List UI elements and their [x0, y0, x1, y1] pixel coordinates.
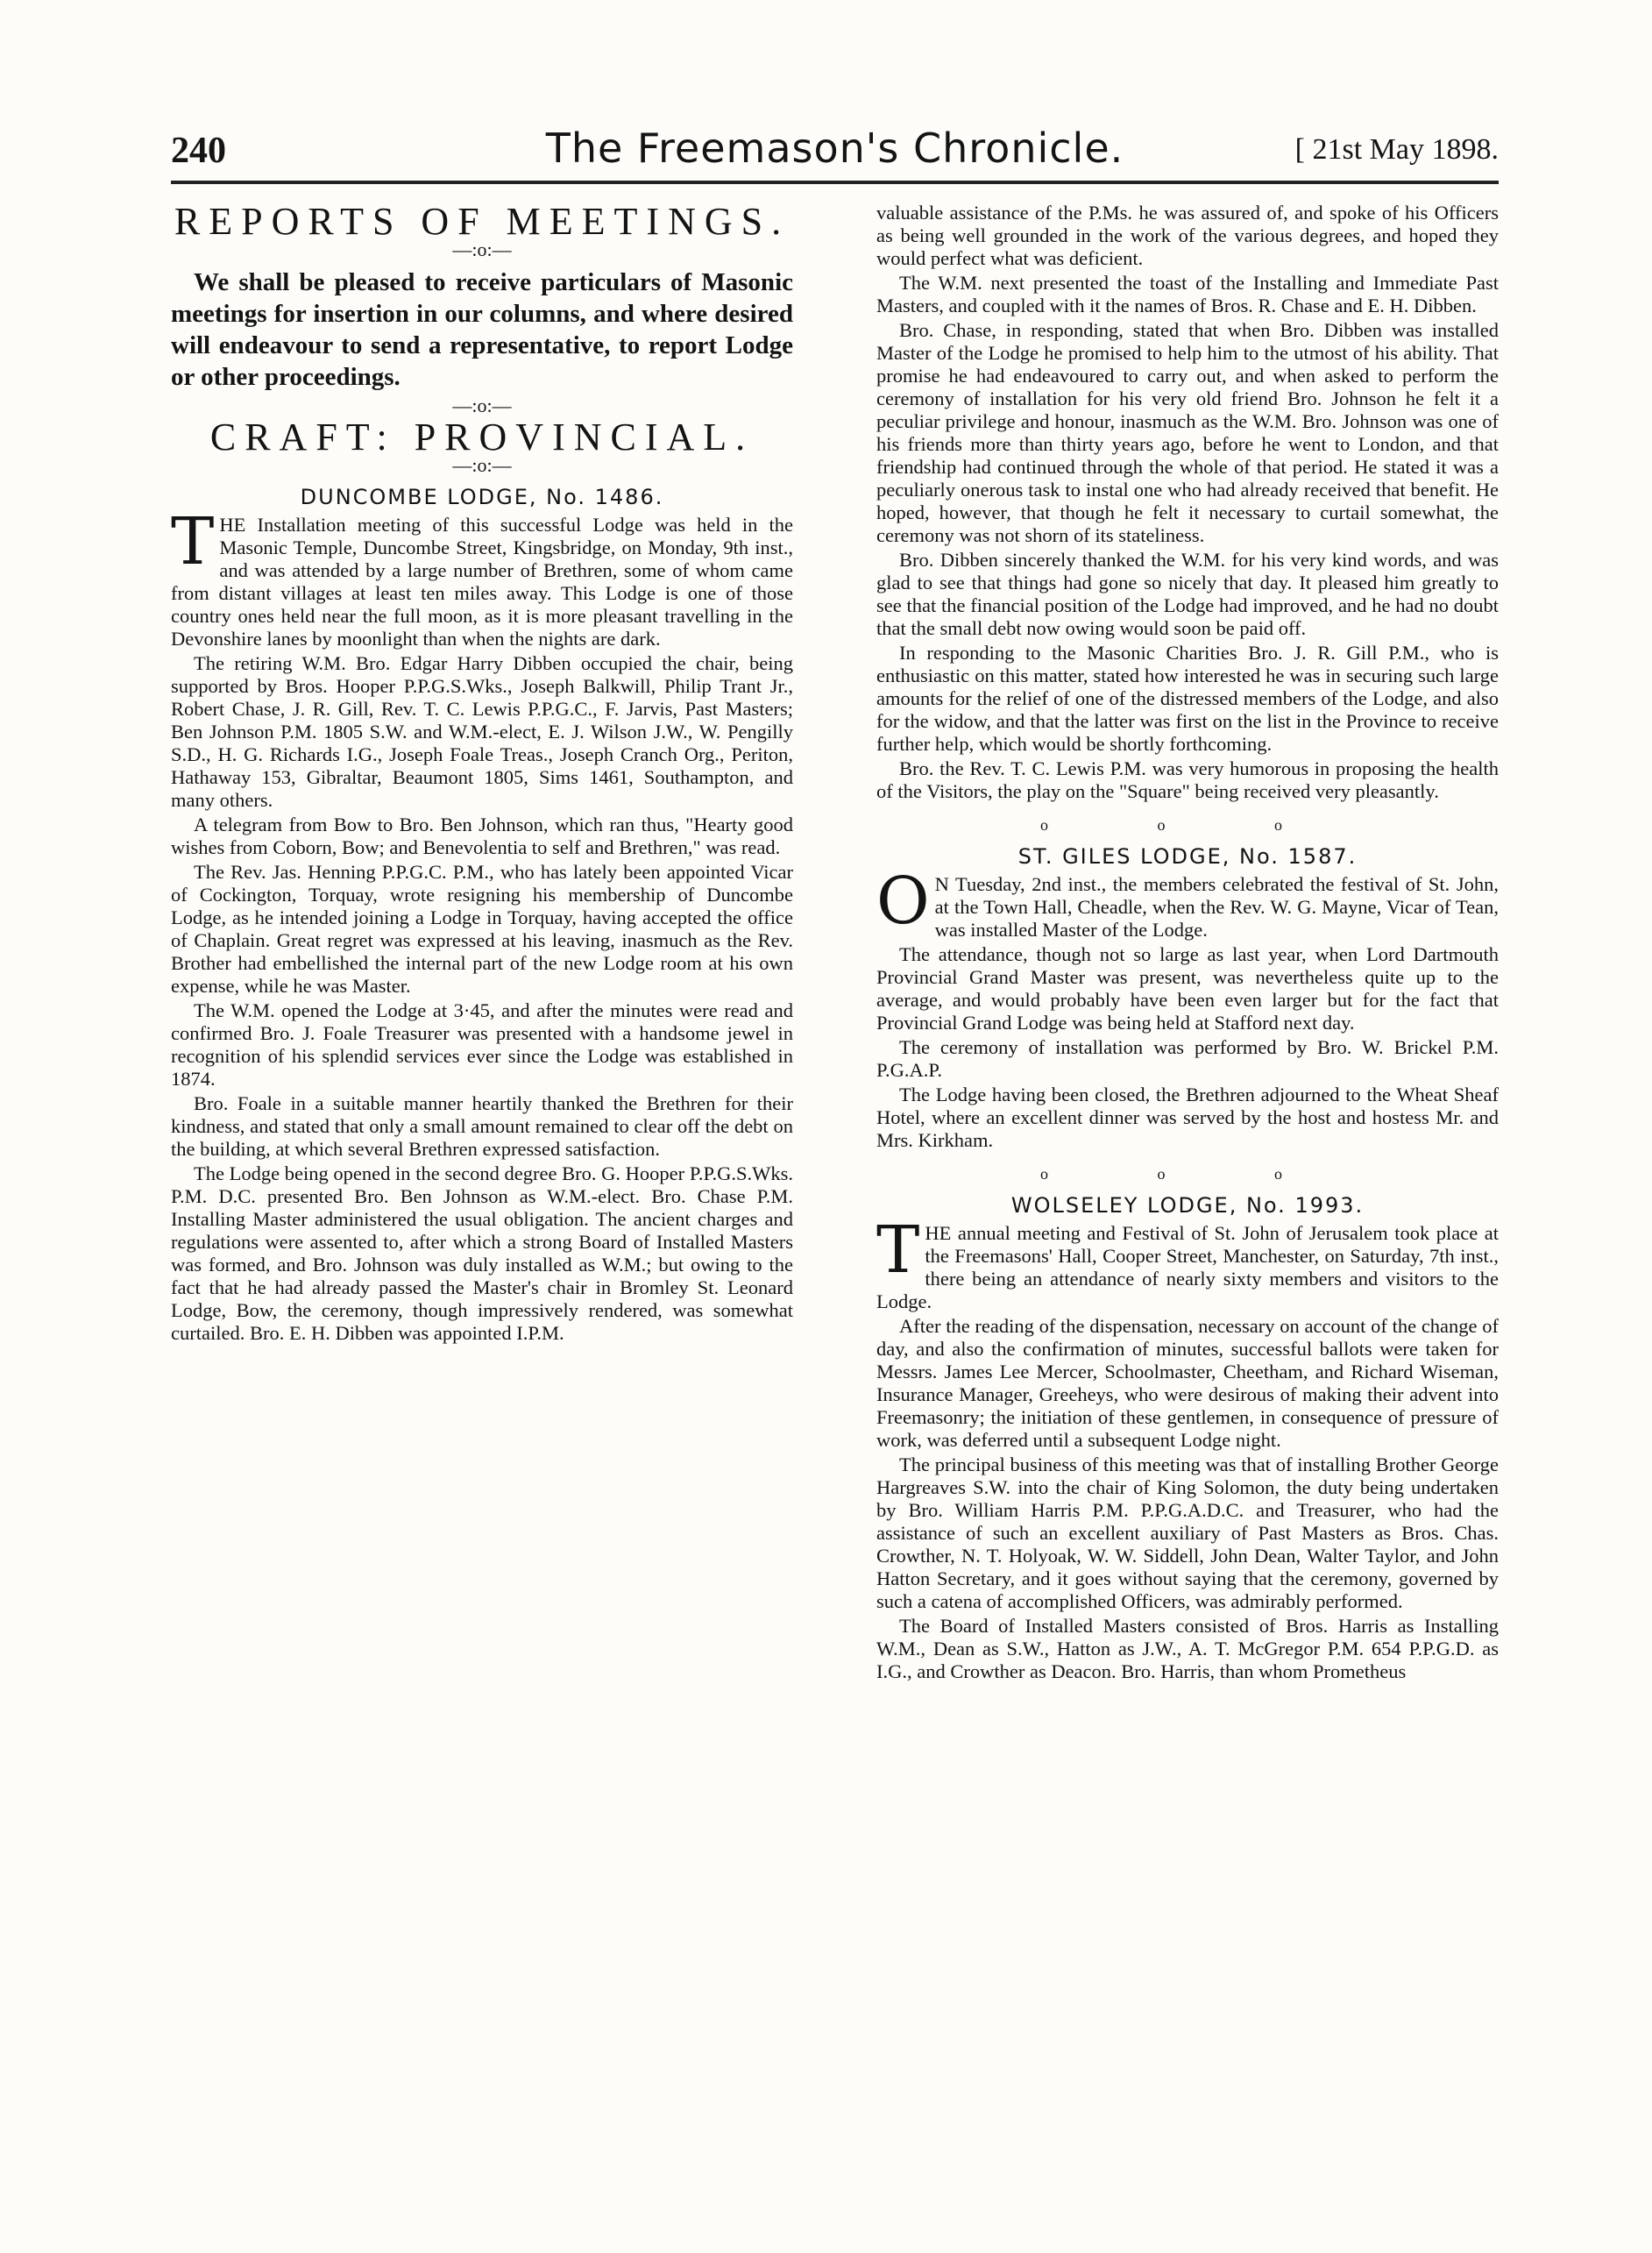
article-paragraph: In responding to the Masonic Charities Bro. J. R. Gill P.M., who is enthusiastic on this matter, stated how interested he was in securing such large amounts for the relief of one of the distressed members of the Lodge, and also for the widow, and that the latter was first on the list in the Province to receive further help, which would be shortly forthcoming. [876, 642, 1499, 755]
article-paragraph [171, 504, 793, 650]
header-rule [171, 181, 1499, 184]
article-paragraph: The attendance, though not so large as last year, when Lord Dartmouth Provincial Grand Master was present, was nevertheless quite up to the average, and would probably have been even larger but for the fact that Provincial Grand Lodge was being held at Stafford next day. [876, 943, 1499, 1034]
submission-notice: We shall be pleased to receive particulars of Masonic meetings for insertion in our columns, and where desired will endeavour to send a representative, to report Lodge or other proceedings. [171, 268, 793, 391]
article-paragraph [876, 1212, 1499, 1313]
drop-cap: T [171, 504, 215, 579]
left-column [171, 202, 793, 1347]
article-paragraph: Bro. Chase, in responding, stated that when Bro. Dibben was installed Master of the Lodge he promised to help him to the utmost of his ability. That promise he had endeavoured to carry out, and when asked to perform the ceremony of installation for his very old friend Bro. Johnson he felt it a peculiar privilege and honour, inasmuch as the W.M. Bro. Johnson was one of his friends more than thirty years ago, before he went to London, and that friendship had continued through the whole of that period. He stated it was a peculiarly onerous task to instal one who had already received that benefit. He hoped, however, that though he felt it necessary to curtail somewhat, the ceremony was not shorn of its stateliness. [876, 319, 1499, 546]
article-paragraph: The principal business of this meeting was that of installing Brother George Hargreaves S.W. into the chair of King Solomon, the duty being undertaken by Bro. William Harris P.M. P.P.G.A.D.C. and Treasurer, who had the assistance of such an excellent auxiliary of Past Masters as Bros. Chas. Crowther, N. T. Holyoak, W. W. Siddell, John Dean, Walter Taylor, and John Hatton Secretary, and it goes without saying that the ceremony, governed by such a catena of accomplished Officers, was admirably performed. [876, 1453, 1499, 1612]
article-paragraph: The Lodge having been closed, the Brethren adjourned to the Wheat Sheaf Hotel, where an excellent dinner was served by the host and hostess Mr. and Mrs. Kirkham. [876, 1084, 1499, 1151]
st-giles-lodge-heading: ST. GILES LODGE, No. 1587. [1017, 844, 1358, 869]
article-paragraph: The W.M. next presented the toast of the Installing and Immediate Past Masters, and coupled with it the names of Bros. R. Chase and E. H. Dibben. [876, 272, 1499, 316]
reports-title: REPORTS OF MEETINGS. [174, 200, 791, 243]
issue-date: [ 21st May 1898. [1294, 133, 1499, 166]
section-ornament: o o o [1040, 816, 1335, 834]
article-paragraph: The W.M. opened the Lodge at 3·45, and after the minutes were read and confirmed Bro. J. Foale Treasurer was presented with a handsome jewel in recognition of his splendid services ever since the Lodge was established in 1874. [171, 999, 793, 1090]
separator: —:o:— [452, 238, 512, 260]
separator: —:o:— [452, 394, 512, 416]
article-paragraph: After the reading of the dispensation, necessary on account of the change of day, and also the confirmation of minutes, successful ballots were taken for Messrs. James Lee Mercer, Schoolmaster, Cheetham, and Richard Wiseman, Insurance Manager, Greeheys, who were desirous of making their advent into Freemasonry; the initiation of these gentlemen, in consequence of pressure of work, was deferred until a subsequent Lodge night. [876, 1315, 1499, 1451]
article-paragraph: A telegram from Bow to Bro. Ben Johnson, which ran thus, "Hearty good wishes from Coborn, Bow; and Benevolentia to self and Brethren," was read. [171, 814, 793, 858]
article-paragraph: The Rev. Jas. Henning P.P.G.C. P.M., who has lately been appointed Vicar of Cockington, Torquay, wrote resigning his membership of Duncombe Lodge, as he intended joining a Lodge in Torquay, having accepted the office of Chaplain. Great regret was expressed at his leaving, inasmuch as the Rev. Brother had embellished the internal part of the new Lodge room at his own expense, while he was Master. [171, 861, 793, 997]
article-paragraph: The Lodge being opened in the second degree Bro. G. Hooper P.P.G.S.Wks. P.M. D.C. presented Bro. Ben Johnson as W.M.-elect. Bro. Chase P.M. Installing Master administered the usual obligation. The ancient charges and regulations were assented to, after which a strong Board of Installed Masters was formed, and Bro. Johnson was duly installed as W.M.; but owing to the fact that he had already passed the Master's chair in Bromley St. Leonard Lodge, Bow, the ceremony, though impressively rendered, was somewhat curtailed. Bro. E. H. Dibben was appointed I.P.M. [171, 1162, 793, 1344]
article-intro: HE annual meeting and Festival of St. John of Jerusalem took place at the Freemasons' Hall, Cooper Street, Manchester, on Saturday, 7th inst., there being an attendance of nearly sixty members and visitors to the Lodge. [876, 1222, 1499, 1312]
article-paragraph: The ceremony of installation was performed by Bro. W. Brickel P.M. P.G.A.P. [876, 1036, 1499, 1081]
page-number: 240 [171, 131, 226, 171]
craft-provincial-title: CRAFT: PROVINCIAL. [209, 416, 755, 458]
article-intro: HE Installation meeting of this successful Lodge was held in the Masonic Temple, Duncombe Street, Kingsbridge, on Monday, 9th inst., and was attended by a large number of Brethren, some of whom came from distant villages at least ten miles away. This Lodge is one of those country ones held near the full moon, as it is more pleasant travelling in the Devonshire lanes by moonlight than when the nights are dark. [171, 514, 793, 650]
drop-cap: O [876, 864, 930, 939]
article-paragraph: Bro. Dibben sincerely thanked the W.M. for his very kind words, and was glad to see that things had gone so nicely that day. It pleased him greatly to see that the financial position of the Lodge had improved, and he had no doubt that the small debt now owing would soon be paid off. [876, 549, 1499, 639]
article-paragraph: Bro. the Rev. T. C. Lewis P.M. was very humorous in proposing the health of the Visitors, the play on the "Square" being received very pleasantly. [876, 757, 1499, 802]
drop-cap: T [876, 1212, 920, 1288]
publication-title: The Freemason's Chronicle. [545, 124, 1124, 172]
article-paragraph: Bro. Foale in a suitable manner heartily thanked the Brethren for their kindness, and stated that only a small amount remained to clear off the debt on the building, at which several Brethren expressed satisfaction. [171, 1092, 793, 1160]
article-paragraph: The retiring W.M. Bro. Edgar Harry Dibben occupied the chair, being supported by Bros. Hooper P.P.G.S.Wks., Joseph Balkwill, Philip Trant Jr., Robert Chase, J. R. Gill, Rev. T. C. Lewis P.P.G.C., F. Jarvis, Past Masters; Ben Johnson P.M. 1805 S.W. and W.M.-elect, E. J. Wilson J.W., W. Pengilly S.D., H. G. Richards I.G., Joseph Foale Treas., Joseph Cranch Org., Periton, Hathaway 153, Gibraltar, Beaumont 1805, Sims 1461, Southampton, and many others. [171, 652, 793, 811]
article-paragraph: valuable assistance of the P.Ms. he was assured of, and spoke of his Officers as being well grounded in the work of the various degrees, and hoped they would perfect what was deficient. [876, 202, 1499, 269]
article-intro: N Tuesday, 2nd inst., the members celebrated the festival of St. John, at the Town Hall, Cheadle, when the Rev. W. G. Mayne, Vicar of Tean, was installed Master of the Lodge. [934, 873, 1499, 941]
article-paragraph: The Board of Installed Masters consisted of Bros. Harris as Installing W.M., Dean as S.W., Hatton as J.W., A. T. McGregor P.M. 654 P.P.G.D. as I.G., and Crowther as Deacon. Bro. Harris, than whom Prometheus [876, 1615, 1499, 1682]
section-ornament: o o o [1040, 1165, 1335, 1183]
wolseley-lodge-heading: WOLSELEY LODGE, No. 1993. [1010, 1193, 1365, 1218]
duncombe-lodge-heading: DUNCOMBE LODGE, No. 1486. [300, 485, 664, 509]
separator: —:o:— [452, 454, 512, 476]
article-paragraph [876, 864, 1499, 942]
masthead [171, 123, 1499, 177]
right-column [876, 202, 1499, 1685]
